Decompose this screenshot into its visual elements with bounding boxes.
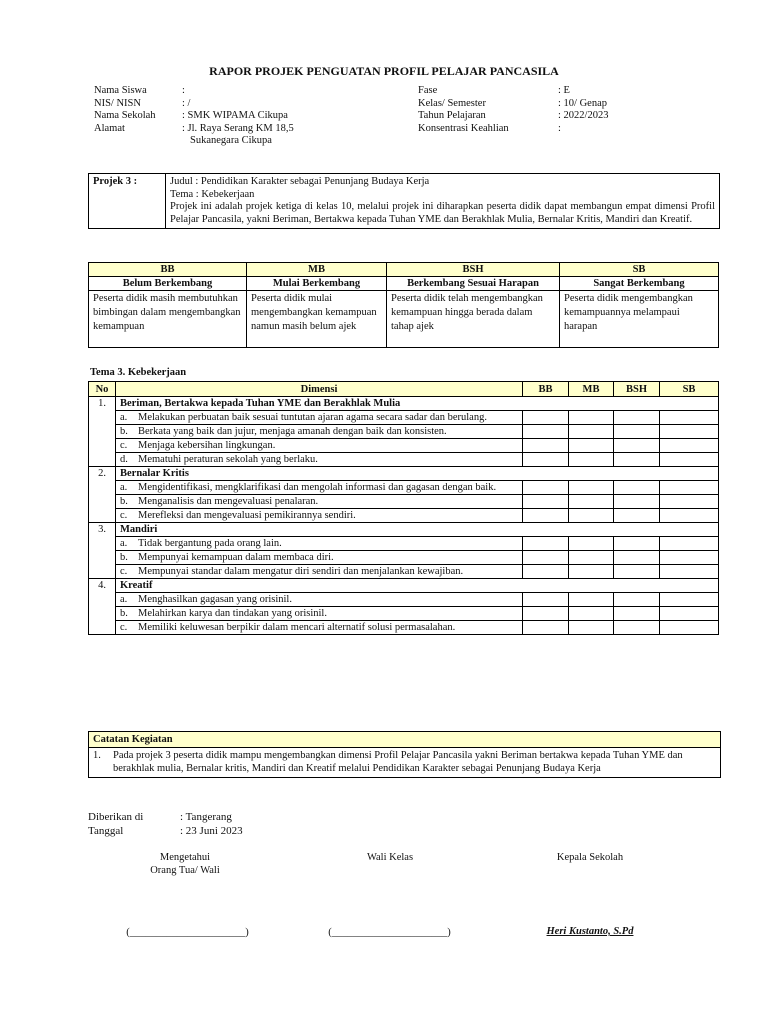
item-text: Mempunyai standar dalam mengatur diri sendiri dan menjalankan kewajiban. (138, 566, 464, 577)
score-cell-sb[interactable] (660, 537, 719, 551)
score-cell-bsh[interactable] (614, 439, 660, 453)
dimension-item (116, 495, 523, 509)
score-cell-bsh[interactable] (614, 593, 660, 607)
activity-notes-box (88, 731, 721, 778)
score-cell-mb[interactable] (569, 439, 614, 453)
dimension-item (116, 551, 523, 565)
legend-name: Sangat Berkembang (560, 277, 719, 291)
teacher-signature-title: Wali Kelas (366, 852, 414, 863)
item-letter: b. (120, 608, 128, 619)
info-label: Tahun Pelajaran (418, 110, 486, 121)
project-judul: Judul : Pendidikan Karakter sebagai Penunjang Budaya Kerja (170, 176, 430, 187)
item-letter: b. (120, 496, 128, 507)
legend-name: Mulai Berkembang (247, 277, 387, 291)
item-letter: a. (120, 594, 128, 605)
score-cell-mb[interactable] (569, 537, 614, 551)
item-letter: b. (120, 426, 128, 437)
score-cell-bb[interactable] (523, 593, 569, 607)
legend-desc: Peserta didik masih membutuhkan bimbingan dalam mengembangkan kemampuan (89, 291, 247, 348)
score-cell-bb[interactable] (523, 453, 569, 467)
section-no: 4. (89, 579, 116, 635)
item-text: Menjaga kebersihan lingkungan. (138, 440, 276, 451)
score-cell-bsh[interactable] (614, 495, 660, 509)
item-text: Berkata yang baik dan jujur, menjaga amanah dengan baik dan konsisten. (138, 426, 447, 437)
info-label: Alamat (94, 122, 125, 134)
item-letter: a. (120, 412, 128, 423)
info-label: Konsentrasi Keahlian (418, 122, 509, 134)
score-cell-sb[interactable] (660, 439, 719, 453)
score-cell-bb[interactable] (523, 481, 569, 495)
section-title: Bernalar Kritis (116, 467, 719, 481)
issued-place-label: Diberikan di (88, 811, 144, 823)
legend-code: BB (89, 263, 247, 277)
item-text: Merefleksi dan mengevaluasi pemikirannya sendiri. (138, 510, 356, 521)
score-cell-bsh[interactable] (614, 509, 660, 523)
section-no: 3. (89, 523, 116, 579)
dimension-item (116, 621, 523, 635)
header-dimensi: Dimensi (116, 382, 523, 397)
dimension-item (116, 411, 523, 425)
issued-date-value: : 23 Juni 2023 (180, 825, 243, 837)
score-cell-mb[interactable] (569, 509, 614, 523)
dimension-item (116, 607, 523, 621)
header-bsh: BSH (614, 382, 660, 397)
section-no: 1. (89, 397, 116, 467)
score-cell-sb[interactable] (660, 621, 719, 635)
legend-code: SB (560, 263, 719, 277)
score-cell-mb[interactable] (569, 411, 614, 425)
parent-sign-line1: Mengetahui (159, 852, 211, 863)
info-value: : Jl. Raya Serang KM 18,5 (182, 122, 294, 134)
score-cell-sb[interactable] (660, 425, 719, 439)
info-label: Nama Siswa (94, 85, 147, 96)
info-value: : 10/ Genap (558, 97, 607, 109)
score-cell-sb[interactable] (660, 607, 719, 621)
score-cell-sb[interactable] (660, 495, 719, 509)
score-cell-mb[interactable] (569, 495, 614, 509)
header-sb: SB (660, 382, 719, 397)
score-cell-bsh[interactable] (614, 537, 660, 551)
info-label: Nama Sekolah (94, 110, 156, 121)
item-letter: a. (120, 538, 128, 549)
info-value: : / (182, 97, 191, 109)
info-value: : (182, 85, 185, 96)
score-cell-sb[interactable] (660, 481, 719, 495)
score-cell-bb[interactable] (523, 425, 569, 439)
item-text: Melakukan perbuatan baik sesuai tuntutan ajaran agama secara sadar dan berulang. (138, 412, 487, 423)
score-cell-sb[interactable] (660, 453, 719, 467)
project-tema: Tema : Kebekerjaan (170, 188, 255, 200)
score-cell-bsh[interactable] (614, 425, 660, 439)
item-letter: c. (120, 566, 128, 577)
legend-desc: Peserta didik telah mengembangkan kemampuan hingga berada dalam tahap ajek (387, 291, 560, 348)
score-cell-bb[interactable] (523, 551, 569, 565)
score-cell-bsh[interactable] (614, 481, 660, 495)
score-cell-mb[interactable] (569, 481, 614, 495)
info-label: NIS/ NISN (94, 97, 141, 109)
score-cell-mb[interactable] (569, 425, 614, 439)
score-cell-bsh[interactable] (614, 621, 660, 635)
section-no: 2. (89, 467, 116, 523)
dimension-item (116, 453, 523, 467)
score-cell-bb[interactable] (523, 621, 569, 635)
student-info-left (94, 85, 294, 148)
item-letter: a. (120, 482, 128, 493)
section-title: Mandiri (116, 523, 719, 537)
activity-notes-number: 1. (93, 750, 101, 761)
item-text: Mempunyai kemampuan dalam membaca diri. (138, 552, 334, 563)
item-text: Mengidentifikasi, mengklarifikasi dan mengolah informasi dan gagasan dengan baik. (138, 482, 497, 493)
issued-info (88, 810, 243, 838)
score-cell-mb[interactable] (569, 453, 614, 467)
legend-name: Belum Berkembang (89, 277, 247, 291)
score-cell-mb[interactable] (569, 621, 614, 635)
score-cell-mb[interactable] (569, 607, 614, 621)
item-text: Memiliki keluwesan berpikir dalam mencari alternatif solusi permasalahan. (138, 622, 456, 633)
project-box (88, 173, 720, 229)
legend-desc: Peserta didik mulai mengembangkan kemampuan namun masih belum ajek (247, 291, 387, 348)
tema-title: Tema 3. Kebekerjaan (90, 367, 187, 378)
parent-sign-line2: Orang Tua/ Wali (150, 865, 220, 876)
info-value: : E (558, 85, 570, 96)
activity-notes-title: Catatan Kegiatan (89, 732, 720, 748)
page-title: RAPOR PROJEK PENGUATAN PROFIL PELAJAR PANCASILA (209, 64, 559, 78)
info-value: : 2022/2023 (558, 110, 609, 121)
principal-name: Heri Kustanto, S.Pd (546, 926, 634, 937)
item-text: Mematuhi peraturan sekolah yang berlaku. (138, 454, 318, 465)
item-letter: b. (120, 552, 128, 563)
principal-signature-title: Kepala Sekolah (556, 852, 624, 863)
score-cell-bb[interactable] (523, 565, 569, 579)
info-label: Fase (418, 85, 438, 96)
score-cell-bb[interactable] (523, 607, 569, 621)
project-description: Projek ini adalah projek ketiga di kelas 10, melalui projek ini diharapkan peserta didik dapat membangun empat dimensi Profil Pelajar Pancasila, yakni Beriman, Bertakwa kepada Tuhan YME dan Berakhlak Mulia, Bernalar Kritis, Mandiri dan Kreatif. (170, 201, 715, 225)
dimension-item (116, 593, 523, 607)
legend-name: Berkembang Sesuai Harapan (387, 277, 560, 291)
dimension-item (116, 481, 523, 495)
dimension-item (116, 565, 523, 579)
dimension-item (116, 509, 523, 523)
legend-code: MB (247, 263, 387, 277)
legend-desc: Peserta didik mengembangkan kemampuannya melampaui harapan (560, 291, 719, 348)
issued-date-label: Tanggal (88, 825, 124, 837)
header-no: No (89, 382, 116, 397)
score-cell-mb[interactable] (569, 551, 614, 565)
score-cell-bb[interactable] (523, 439, 569, 453)
item-text: Menghasilkan gagasan yang orisinil. (138, 594, 292, 605)
score-cell-bb[interactable] (523, 411, 569, 425)
info-value: Sukanegara Cikupa (190, 135, 272, 146)
score-cell-mb[interactable] (569, 565, 614, 579)
score-cell-bsh[interactable] (614, 607, 660, 621)
score-cell-sb[interactable] (660, 565, 719, 579)
score-cell-bsh[interactable] (614, 565, 660, 579)
project-label: Projek 3 : (93, 176, 138, 187)
dimension-item (116, 537, 523, 551)
item-letter: c. (120, 440, 128, 451)
item-letter: d. (120, 454, 128, 465)
score-cell-bsh[interactable] (614, 453, 660, 467)
score-cell-sb[interactable] (660, 411, 719, 425)
student-info-right (418, 85, 608, 135)
score-cell-sb[interactable] (660, 509, 719, 523)
dimension-item (116, 439, 523, 453)
item-text: Melahirkan karya dan tindakan yang orisinil. (138, 608, 327, 619)
activity-notes-text: Pada projek 3 peserta didik mampu mengembangkan dimensi Profil Pelajar Pancasila yakni Beriman bertakwa kepada Tuhan YME dan berakhlak mulia, Bernalar kritis, Mandiri dan Kreatif melalui Pendidikan Karakter sebagai Penunjang Budaya Kerja (113, 750, 683, 774)
section-title: Beriman, Bertakwa kepada Tuhan YME dan Berakhlak Mulia (116, 397, 719, 411)
score-cell-sb[interactable] (660, 593, 719, 607)
assessment-legend-table (88, 262, 719, 348)
issued-place-value: : Tangerang (180, 811, 232, 823)
header-mb: MB (569, 382, 614, 397)
score-cell-sb[interactable] (660, 551, 719, 565)
score-cell-bb[interactable] (523, 495, 569, 509)
score-cell-bb[interactable] (523, 537, 569, 551)
score-cell-bb[interactable] (523, 509, 569, 523)
dimension-item (116, 425, 523, 439)
item-letter: c. (120, 510, 128, 521)
header-bb: BB (523, 382, 569, 397)
item-text: Menganalisis dan mengevaluasi penalaran. (138, 496, 319, 507)
score-cell-bsh[interactable] (614, 411, 660, 425)
info-label: Kelas/ Semester (418, 97, 486, 109)
score-cell-bsh[interactable] (614, 551, 660, 565)
dimension-table (88, 381, 719, 635)
teacher-signature-blank: (______________________) (328, 927, 451, 938)
info-value: : SMK WIPAMA Cikupa (182, 110, 288, 121)
item-letter: c. (120, 622, 128, 633)
item-text: Tidak bergantung pada orang lain. (138, 538, 282, 549)
info-value: : (558, 122, 561, 134)
score-cell-mb[interactable] (569, 593, 614, 607)
info-label (94, 135, 182, 148)
parent-signature-blank: (______________________) (126, 927, 249, 938)
parent-signature-block (110, 852, 260, 876)
legend-code: BSH (387, 263, 560, 277)
section-title: Kreatif (116, 579, 719, 593)
